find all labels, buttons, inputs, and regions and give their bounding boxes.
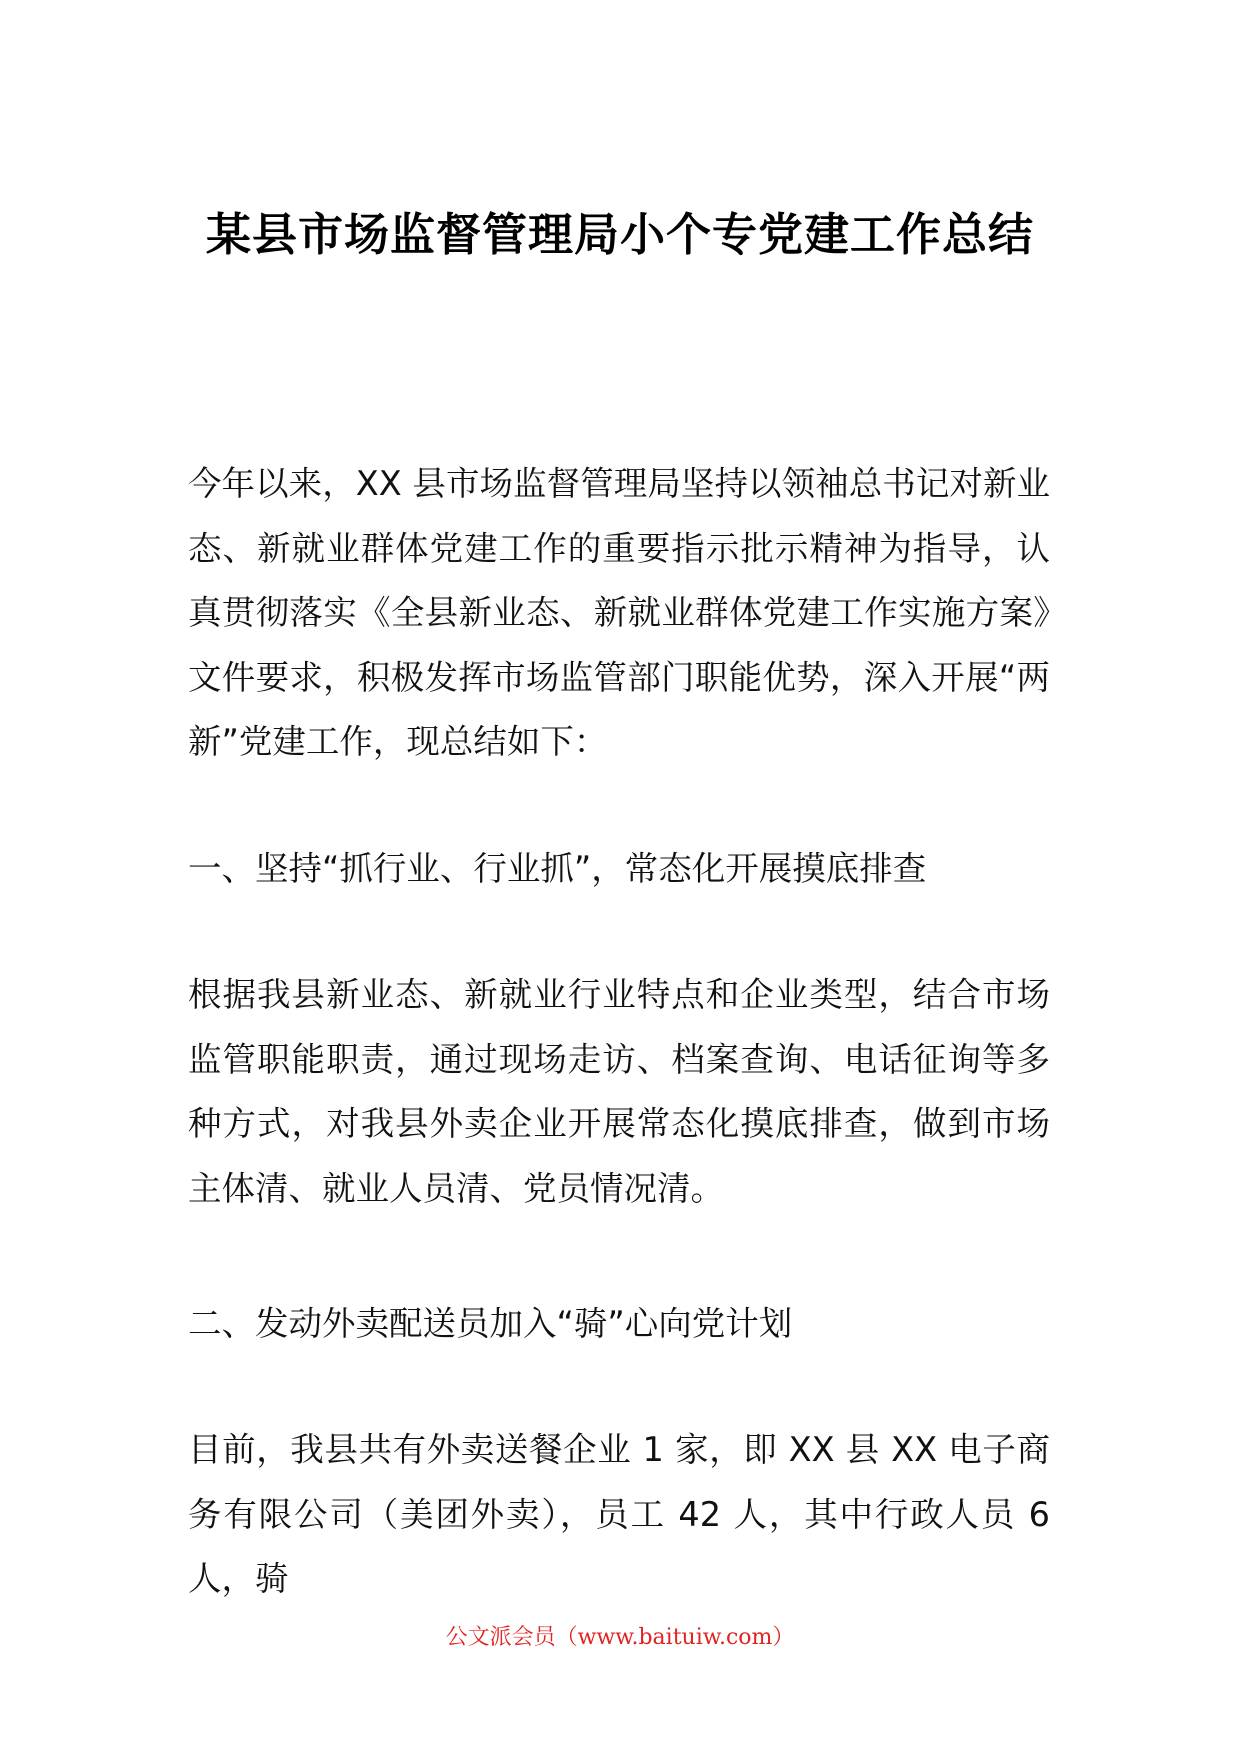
intro-paragraph: 今年以来，XX 县市场监督管理局坚持以领袖总书记对新业态、新就业群体党建工作的重要指示批示精神为指导，认真贯彻落实《全县新业态、新就业群体党建工作实施方案》文件要求，积极发挥市场监管部门职能优势，深入开展“两新”党建工作，现总结如下： [188,464,1050,761]
footer-watermark: 公文派会员（www.baituiw.com） [445,1625,795,1650]
section-heading-2: 二、发动外卖配送员加入“骑”心向党计划 [188,1304,793,1343]
document-title: 某县市场监督管理局小个专党建工作总结 [205,208,1034,261]
section-1-paragraph: 根据我县新业态、新就业行业特点和企业类型，结合市场监管职能职责，通过现场走访、档案查询、电话征询等多种方式，对我县外卖企业开展常态化摸底排查，做到市场主体清、就业人员清、党员情况清。 [188,975,1050,1208]
section-heading-1: 一、坚持“抓行业、行业抓”，常态化开展摸底排查 [188,849,927,888]
section-2-paragraph: 目前，我县共有外卖送餐企业 1 家，即 XX 县 XX 电子商务有限公司（美团外卖），员工 42 人，其中行政人员 6 人，骑 [188,1430,1050,1598]
